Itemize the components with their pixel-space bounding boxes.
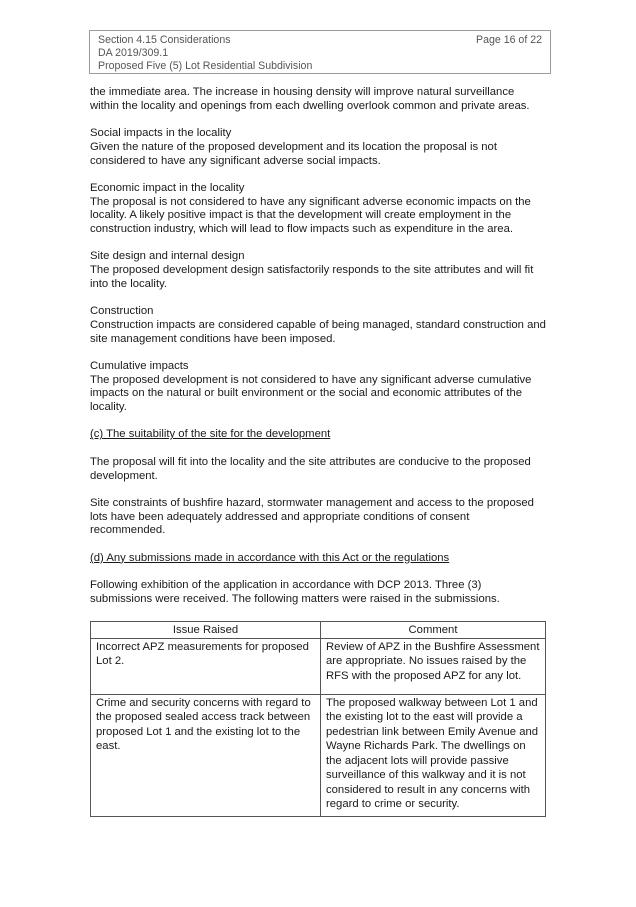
page-number: Page 16 of 22 (476, 34, 542, 46)
social-impacts-heading: Social impacts in the locality (90, 127, 232, 140)
section-c-paragraph-1: The proposal will fit into the locality and the site attributes are conducive to the proposed development. (90, 455, 531, 482)
economic-impact-text: The proposal is not considered to have any significant adverse economic impacts on the locality. A likely positive impact is that the development will create employment in the construction industry, which will lead to flow impacts such as expenditure in the area. (90, 195, 531, 235)
site-design-heading: Site design and internal design (90, 250, 245, 263)
table-header-row (91, 622, 546, 639)
header-da-number: DA 2019/309.1 (98, 47, 169, 59)
cumulative-impacts-heading: Cumulative impacts (90, 359, 189, 372)
document-body (90, 86, 546, 620)
submissions-table (90, 621, 546, 817)
section-d-heading: (d) Any submissions made in accordance with this Act or the regulations (90, 551, 450, 564)
table-row (91, 638, 546, 694)
cumulative-impacts-text: The proposed development is not considered to have any significant adverse cumulative impacts on the natural or built environment or the social and economic attributes of the locality. (90, 373, 532, 414)
construction-heading: Construction (90, 305, 154, 318)
issue-raised-header: Issue Raised (91, 622, 321, 639)
page-header (89, 30, 551, 74)
intro-paragraph: the immediate area. The increase in housing density will improve natural surveillance within the locality and openings from each dwelling overlook common and private areas. (90, 86, 530, 112)
section-c-heading: (c) The suitability of the site for the development (90, 428, 331, 441)
header-proposal-title: Proposed Five (5) Lot Residential Subdivision (98, 60, 313, 72)
site-design-text: The proposed development design satisfactorily responds to the site attributes and will fit into the locality. (90, 264, 534, 290)
issue-cell: Crime and security concerns with regard to the proposed sealed access track between proposed Lot 1 and the existing lot to the east. (91, 694, 321, 816)
economic-impact-heading: Economic impact in the locality (90, 181, 245, 194)
header-section-title: Section 4.15 Considerations (98, 34, 231, 46)
table-row (91, 694, 546, 816)
construction-text: Construction impacts are considered capable of being managed, standard construction and site management conditions have been imposed. (90, 318, 546, 345)
social-impacts-text: Given the nature of the proposed development and its location the proposal is not considered to have any significant adverse social impacts. (90, 140, 497, 167)
issue-cell: Incorrect APZ measurements for proposed Lot 2. (91, 638, 321, 694)
comment-header: Comment (321, 622, 546, 639)
section-d-paragraph-1: Following exhibition of the application in accordance with DCP 2013. Three (3) submissions were received. The following matters were raised in the submissions. (90, 579, 500, 605)
section-c-paragraph-2: Site constraints of bushfire hazard, stormwater management and access to the proposed lots have been adequately addressed and appropriate conditions of consent recommended. (90, 496, 534, 537)
comment-cell: The proposed walkway between Lot 1 and the existing lot to the east will provide a pedestrian link between Emily Avenue and Wayne Richards Park. The dwellings on the adjacent lots will provide passive surveillance of this walkway and it is not considered to result in any concerns with regard to crime or security. (321, 694, 546, 816)
comment-cell: Review of APZ in the Bushfire Assessment are appropriate. No issues raised by the RFS with the proposed APZ for any lot. (321, 638, 546, 694)
